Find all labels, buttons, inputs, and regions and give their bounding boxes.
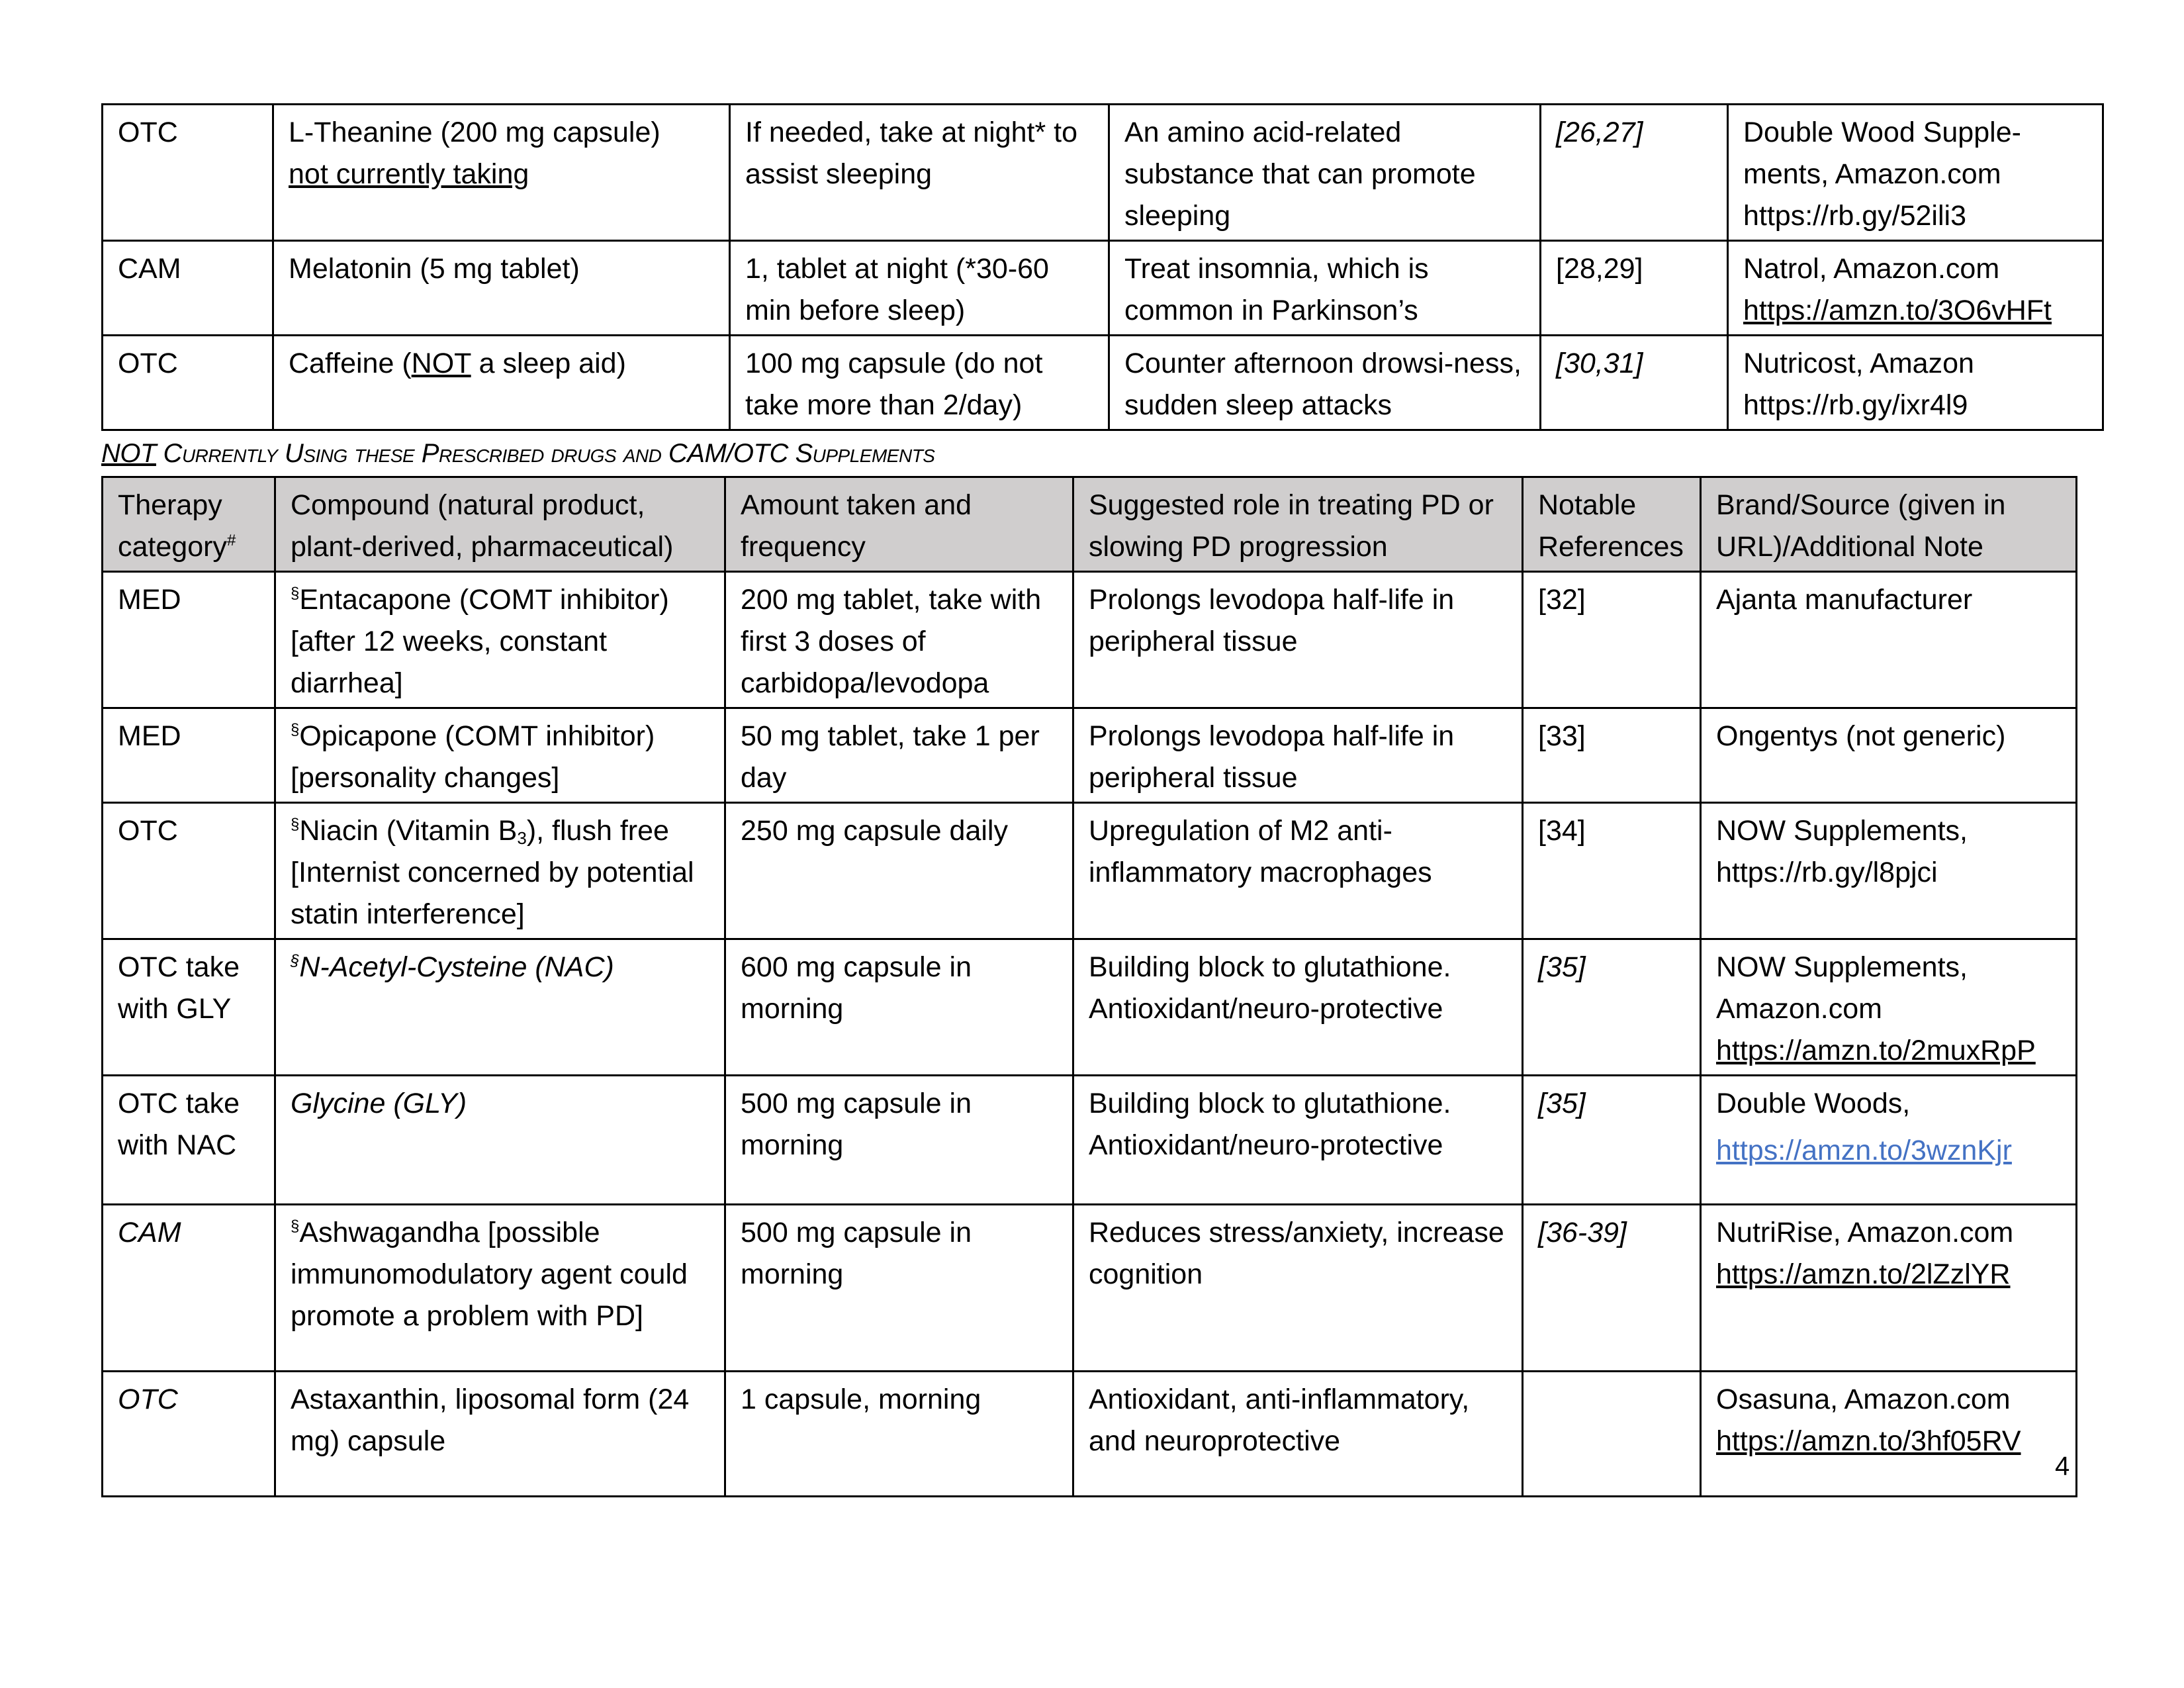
header-label: Therapy category xyxy=(118,489,227,563)
source-cell: Ajanta manufacturer xyxy=(1701,572,2077,708)
category-cell: OTC xyxy=(103,336,273,430)
source-link[interactable]: https://amzn.to/3wznKjr xyxy=(1716,1135,2012,1166)
category-cell: OTC xyxy=(103,105,273,241)
source-cell: NOW Supplements, https://rb.gy/l8pjci xyxy=(1701,803,2077,939)
source-link[interactable]: https://rb.gy/ixr4l9 xyxy=(1743,389,1968,421)
section-mark: § xyxy=(291,585,300,602)
amount-cell: 250 mg capsule daily xyxy=(725,803,1073,939)
section-heading xyxy=(101,437,934,470)
category-cell: OTC take with GLY xyxy=(103,939,275,1076)
source-link[interactable]: https://rb.gy/52ili3 xyxy=(1743,200,1967,232)
source-link[interactable]: https://amzn.to/3hf05RV xyxy=(1716,1425,2021,1457)
compound-cell xyxy=(275,1205,725,1372)
compound-cell xyxy=(275,708,725,803)
compound-name: L-Theanine (200 mg capsule) xyxy=(289,117,660,148)
category-cell: MED xyxy=(103,572,275,708)
compound-text: N-Acetyl-Cysteine (NAC) xyxy=(299,951,614,983)
header-amount: Amount taken and frequency xyxy=(725,477,1073,572)
refs-cell: [35] xyxy=(1523,1076,1701,1205)
page-number: 4 xyxy=(2055,1452,2070,1481)
refs-cell: [32] xyxy=(1523,572,1701,708)
compound-cell: Astaxanthin, liposomal form (24 mg) capsule xyxy=(275,1372,725,1497)
category-cell: CAM xyxy=(103,1205,275,1372)
table-row xyxy=(103,939,2077,1076)
compound-cell xyxy=(275,939,725,1076)
source-cell: Ongentys (not generic) xyxy=(1701,708,2077,803)
compound-emphasis: NOT xyxy=(411,348,471,379)
refs-cell: [36-39] xyxy=(1523,1205,1701,1372)
refs-cell: [35] xyxy=(1523,939,1701,1076)
header-references: Notable References xyxy=(1523,477,1701,572)
source-link[interactable]: https://amzn.to/2muxRpP xyxy=(1716,1035,2036,1066)
compound-text: Opicapone (COMT inhibitor) [personality changes] xyxy=(291,720,655,794)
header-source: Brand/Source (given in URL)/Additional Note xyxy=(1701,477,2077,572)
source-cell xyxy=(1728,241,2103,336)
compound-cell: Glycine (GLY) xyxy=(275,1076,725,1205)
category-cell: MED xyxy=(103,708,275,803)
subscript: 3 xyxy=(517,828,527,848)
category-cell: OTC xyxy=(103,803,275,939)
role-cell: Antioxidant, anti-inflammatory, and neuroprotective xyxy=(1073,1372,1523,1497)
amount-cell: If needed, take at night* to assist sleeping xyxy=(730,105,1109,241)
table-row xyxy=(103,1076,2077,1205)
role-cell: Reduces stress/anxiety, increase cognition xyxy=(1073,1205,1523,1372)
table-row xyxy=(103,105,2103,241)
source-text: NOW Supplements, Amazon.com xyxy=(1716,951,1968,1025)
compound-text: Entacapone (COMT inhibitor) [after 12 weeks, constant diarrhea] xyxy=(291,584,669,699)
compound-text: ), flush free [Internist concerned by potential statin interference] xyxy=(291,815,694,930)
heading-text: Currently Using these Prescribed drugs and CAM/OTC Supplements xyxy=(156,439,935,468)
source-cell xyxy=(1701,1205,2077,1372)
source-text: Osasuna, Amazon.com xyxy=(1716,1383,2011,1415)
source-cell xyxy=(1728,336,2103,430)
refs-cell: [33] xyxy=(1523,708,1701,803)
role-cell: Building block to glutathione. Antioxidant/neuro-protective xyxy=(1073,939,1523,1076)
heading-emphasis: NOT xyxy=(101,439,156,468)
category-cell: OTC take with NAC xyxy=(103,1076,275,1205)
table-row xyxy=(103,1372,2077,1497)
source-link[interactable]: https://amzn.to/2lZzlYR xyxy=(1716,1258,2011,1290)
section-mark: § xyxy=(291,816,300,833)
amount-cell: 200 mg tablet, take with first 3 doses of carbidopa/levodopa xyxy=(725,572,1073,708)
compound-note: not currently taking xyxy=(289,158,529,190)
refs-cell: [34] xyxy=(1523,803,1701,939)
not-currently-using-table xyxy=(101,476,2077,1497)
amount-cell: 500 mg capsule in morning xyxy=(725,1076,1073,1205)
source-cell xyxy=(1728,105,2103,241)
amount-cell: 50 mg tablet, take 1 per day xyxy=(725,708,1073,803)
role-cell: Prolongs levodopa half-life in peripheral tissue xyxy=(1073,572,1523,708)
source-cell xyxy=(1701,1076,2077,1205)
refs-cell: [30,31] xyxy=(1541,336,1728,430)
source-text: Nutricost, Amazon xyxy=(1743,348,1974,379)
header-role: Suggested role in treating PD or slowing PD progression xyxy=(1073,477,1523,572)
amount-cell: 1 capsule, morning xyxy=(725,1372,1073,1497)
amount-cell: 600 mg capsule in morning xyxy=(725,939,1073,1076)
role-cell: Upregulation of M2 anti-inflammatory macrophages xyxy=(1073,803,1523,939)
source-link[interactable]: https://amzn.to/3O6vHFt xyxy=(1743,295,2052,326)
source-text: NutriRise, Amazon.com xyxy=(1716,1217,2014,1248)
compound-cell xyxy=(275,803,725,939)
role-cell: An amino acid-related substance that can promote sleeping xyxy=(1109,105,1541,241)
compound-text: Ashwagandha [possible immunomodulatory agent could promote a problem with PD] xyxy=(291,1217,688,1332)
compound-cell xyxy=(275,572,725,708)
section-mark: § xyxy=(291,952,300,970)
amount-cell: 500 mg capsule in morning xyxy=(725,1205,1073,1372)
source-text: Double Wood Supple-ments, Amazon.com xyxy=(1743,117,2021,190)
table-row xyxy=(103,572,2077,708)
section-mark: § xyxy=(291,721,300,739)
category-cell: CAM xyxy=(103,241,273,336)
refs-cell: [28,29] xyxy=(1541,241,1728,336)
compound-text: a sleep aid) xyxy=(471,348,626,379)
section-mark: § xyxy=(291,1217,300,1235)
compound-text: Niacin (Vitamin B xyxy=(299,815,518,847)
compound-cell: Melatonin (5 mg tablet) xyxy=(273,241,730,336)
amount-cell: 1, tablet at night (*30-60 min before sleep) xyxy=(730,241,1109,336)
table-row xyxy=(103,803,2077,939)
compound-cell xyxy=(273,105,730,241)
source-text: Double Woods, xyxy=(1716,1088,1911,1119)
role-cell: Building block to glutathione. Antioxidant/neuro-protective xyxy=(1073,1076,1523,1205)
compound-text: Caffeine ( xyxy=(289,348,412,379)
compound-cell xyxy=(273,336,730,430)
role-cell: Counter afternoon drowsi-ness, sudden sleep attacks xyxy=(1109,336,1541,430)
header-row xyxy=(103,477,2077,572)
table-row xyxy=(103,708,2077,803)
refs-cell: [26,27] xyxy=(1541,105,1728,241)
source-cell xyxy=(1701,1372,2077,1497)
table-row xyxy=(103,241,2103,336)
table-row xyxy=(103,1205,2077,1372)
role-cell: Prolongs levodopa half-life in peripheral tissue xyxy=(1073,708,1523,803)
category-cell: OTC xyxy=(103,1372,275,1497)
amount-cell: 100 mg capsule (do not take more than 2/day) xyxy=(730,336,1109,430)
footnote-mark: # xyxy=(226,532,236,549)
currently-using-table xyxy=(101,103,2104,431)
table-row xyxy=(103,336,2103,430)
source-text: Natrol, Amazon.com xyxy=(1743,253,2000,285)
header-compound: Compound (natural product, plant-derived, pharmaceutical) xyxy=(275,477,725,572)
source-cell xyxy=(1701,939,2077,1076)
role-cell: Treat insomnia, which is common in Parkinson’s xyxy=(1109,241,1541,336)
refs-cell xyxy=(1523,1372,1701,1497)
header-therapy-category xyxy=(103,477,275,572)
